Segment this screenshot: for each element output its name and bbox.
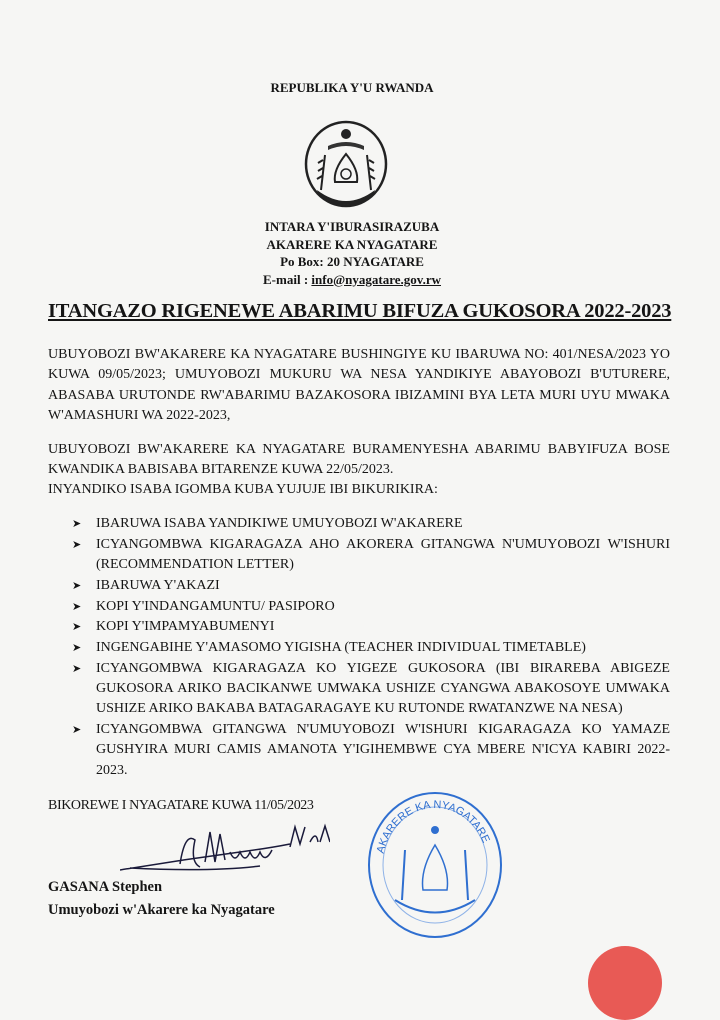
requirements-list [70, 514, 670, 781]
list-item-text: KOPI Y'IMPAMYABUMENYI [96, 619, 275, 635]
list-item-text: IBARUWA Y'AKAZI [96, 577, 220, 593]
arrowhead-bullet-icon: ➤ [72, 518, 82, 530]
list-item [70, 617, 670, 637]
signatory-name: GASANA Stephen [48, 879, 163, 895]
arrowhead-bullet-icon: ➤ [72, 579, 82, 592]
province-line: INTARA Y'IBURASIRAZUBA [264, 219, 440, 234]
place-date: BIKOREWE I NYAGATARE KUWA 11/05/2023 [48, 798, 314, 813]
arrowhead-bullet-icon: ➤ [72, 662, 82, 675]
paragraph-requirements-lead: INYANDIKO ISABA IGOMBA KUBA YUJUJE IBI BIKURIKIRA: [48, 482, 438, 497]
email-label: E-mail : [263, 271, 312, 287]
list-item-text: ICYANGOMBWA KIGARAGAZA AHO AKORERA GITANGWA N'UMUYOBOZI W'ISHURI (RECOMMENDATION LETTER) [96, 536, 670, 572]
list-item [70, 659, 670, 720]
list-item [70, 720, 670, 781]
rwanda-coat-of-arms-icon [303, 120, 389, 208]
stamp-text: AKARERE KA NYAGATARE [374, 798, 492, 855]
list-item [70, 535, 670, 575]
paragraph-notice: UBUYOBOZI BW'AKARERE KA NYAGATARE BURAMENYESHA ABARIMU BABYIFUZA BOSE KWANDIKA BABISABA BITARENZE KUWA 22/05/2023. [48, 442, 670, 478]
po-box-line: Po Box: 20 NYAGATARE [280, 254, 424, 269]
arrowhead-bullet-icon: ➤ [72, 621, 82, 634]
list-item [70, 576, 670, 596]
arrowhead-bullet-icon: ➤ [72, 642, 82, 655]
list-item-text: ICYANGOMBWA GITANGWA N'UMUYOBOZI W'ISHURI KIGARAGAZA KO YAMAZE GUSHYIRA MURI CAMIS AMANOTA Y'IGIHEMBWE CYA MBERE N'ICYA KABIRI 2022-2023. [96, 722, 670, 778]
list-item-text: ICYANGOMBWA KIGARAGAZA KO YIGEZE GUKOSORA (IBI BIRAREBA ABIGEZE GUKOSORA ARIKO BACIKANWE UMWAKA USHIZE CYANGWA ABAKOSOYE UMWAKA USHIZE ARIKO BAKABA BATAGARAGAYE KU RUTONDE RWATANZWE NA NESA) [96, 660, 670, 717]
district-line: AKARERE KA NYAGATARE [266, 236, 438, 252]
list-item [70, 597, 670, 617]
list-item-text: KOPI Y'INDANGAMUNTU/ PASIPORO [96, 598, 335, 614]
email-line [0, 271, 704, 289]
floating-action-button[interactable] [588, 946, 662, 1020]
announcement-title: ITANGAZO RIGENEWE ABARIMU BIFUZA GUKOSORA 2022-2023 [48, 300, 672, 322]
list-item-text: IBARUWA ISABA YANDIKIWE UMUYOBOZI W'AKARERE [96, 516, 463, 531]
paragraph-intro: UBUYOBOZI BW'AKARERE KA NYAGATARE BUSHINGIYE KU IBARUWA NO: 401/NESA/2023 YO KUWA 09/05/2023; UMUYOBOZI MUKURU WA NESA YANDIKIYE ABAYOBOZI B'UTURERE, ABASABA URUTONDE RW'ABARIMU BAZAKOSORA IBIZAMINI BYA LETA MURI UYU MWAKA W'AMASHURI WA 2022-2023, [48, 347, 670, 424]
list-item-text: INGENGABIHE Y'AMASOMO YIGISHA (TEACHER INDIVIDUAL TIMETABLE) [96, 640, 586, 656]
email-link[interactable]: info@nyagatare.gov.rw [311, 271, 441, 287]
address-block [0, 218, 704, 288]
list-item [70, 514, 670, 534]
country-heading: REPUBLIKA Y'U RWANDA [270, 80, 434, 95]
signatory-title: Umuyobozi w'Akarere ka Nyagatare [48, 902, 275, 918]
arrowhead-bullet-icon: ➤ [72, 538, 82, 551]
arrowhead-bullet-icon: ➤ [72, 724, 82, 737]
signature-image [120, 822, 330, 882]
arrowhead-bullet-icon: ➤ [72, 600, 82, 613]
district-stamp-icon [360, 790, 510, 940]
list-item [70, 638, 670, 658]
